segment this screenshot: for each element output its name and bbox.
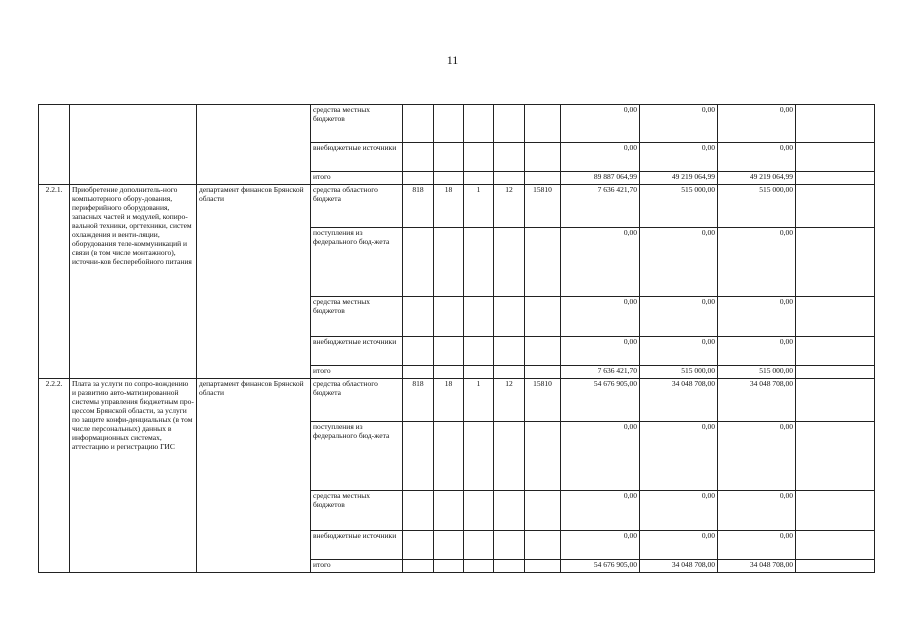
budget-code-cell xyxy=(494,143,525,172)
budget-code-cell xyxy=(464,337,494,366)
budget-code-cell xyxy=(464,297,494,337)
budget-code-cell: 12 xyxy=(494,379,525,422)
budget-code-cell xyxy=(525,531,561,560)
amount-cell: 0,00 xyxy=(561,337,640,366)
budget-code-cell xyxy=(464,105,494,143)
amount-cell: 0,00 xyxy=(718,105,796,143)
budget-code-cell xyxy=(464,228,494,297)
budget-code-cell xyxy=(464,422,494,491)
budget-code-cell xyxy=(494,228,525,297)
amount-cell: 34 048 708,00 xyxy=(718,560,796,573)
budget-code-cell xyxy=(464,531,494,560)
budget-code-cell: 18 xyxy=(434,185,464,228)
budget-code-cell xyxy=(525,491,561,531)
budget-code-cell xyxy=(464,366,494,379)
budget-code-cell xyxy=(494,297,525,337)
budget-code-cell xyxy=(434,143,464,172)
amount-cell: 0,00 xyxy=(718,337,796,366)
amount-cell: 7 636 421,70 xyxy=(561,185,640,228)
budget-code-cell xyxy=(434,105,464,143)
budget-code-cell: 818 xyxy=(403,379,434,422)
budget-code-cell xyxy=(403,337,434,366)
budget-code-cell xyxy=(434,491,464,531)
budget-code-cell xyxy=(403,560,434,573)
empty-cell xyxy=(796,366,875,379)
budget-code-cell xyxy=(525,337,561,366)
amount-cell: 0,00 xyxy=(718,228,796,297)
funding-source-cell: средства местных бюджетов xyxy=(311,297,403,337)
amount-cell: 515 000,00 xyxy=(718,366,796,379)
budget-code-cell xyxy=(525,297,561,337)
budget-code-cell xyxy=(494,531,525,560)
amount-cell: 54 676 905,00 xyxy=(561,379,640,422)
budget-code-cell: 1 xyxy=(464,185,494,228)
empty-cell xyxy=(796,228,875,297)
funding-source-cell: средства областного бюджета xyxy=(311,379,403,422)
budget-code-cell xyxy=(403,366,434,379)
budget-code-cell xyxy=(525,366,561,379)
budget-code-cell xyxy=(403,297,434,337)
budget-code-cell xyxy=(464,143,494,172)
empty-cell xyxy=(796,172,875,185)
budget-code-cell: 15810 xyxy=(525,379,561,422)
item-name-cell: Плата за услуги по сопро-вождению и развитию авто-матизированной системы управления бюджетным про-цессом Брянской области, за услуги по защите конфи-денциальных (в том числе персональных) данных в информационных системах, аттестацию и регистрацию ГИС xyxy=(70,379,197,573)
budget-code-cell xyxy=(494,422,525,491)
item-number-cell xyxy=(39,105,70,185)
budget-code-cell xyxy=(434,422,464,491)
executor-cell xyxy=(197,105,311,185)
amount-cell: 0,00 xyxy=(640,228,718,297)
amount-cell: 89 887 064,99 xyxy=(561,172,640,185)
budget-code-cell xyxy=(464,560,494,573)
executor-cell: департамент финансов Брянской области xyxy=(197,185,311,379)
amount-cell: 0,00 xyxy=(718,531,796,560)
budget-code-cell xyxy=(403,531,434,560)
executor-cell: департамент финансов Брянской области xyxy=(197,379,311,573)
budget-table xyxy=(38,104,875,573)
budget-code-cell xyxy=(525,560,561,573)
budget-code-cell xyxy=(525,172,561,185)
funding-source-cell: итого xyxy=(311,560,403,573)
budget-code-cell xyxy=(494,491,525,531)
amount-cell: 0,00 xyxy=(718,491,796,531)
budget-code-cell xyxy=(434,560,464,573)
amount-cell: 34 048 708,00 xyxy=(640,560,718,573)
budget-code-cell xyxy=(434,531,464,560)
empty-cell xyxy=(796,560,875,573)
budget-code-cell xyxy=(525,422,561,491)
item-name-cell xyxy=(70,105,197,185)
funding-source-cell: средства областного бюджета xyxy=(311,185,403,228)
empty-cell xyxy=(796,422,875,491)
amount-cell: 0,00 xyxy=(640,105,718,143)
budget-code-cell xyxy=(434,366,464,379)
budget-code-cell xyxy=(525,228,561,297)
amount-cell: 0,00 xyxy=(561,297,640,337)
budget-code-cell xyxy=(525,105,561,143)
amount-cell: 0,00 xyxy=(718,422,796,491)
amount-cell: 515 000,00 xyxy=(718,185,796,228)
table-row xyxy=(39,105,875,143)
budget-code-cell xyxy=(403,422,434,491)
empty-cell xyxy=(796,379,875,422)
budget-code-cell: 18 xyxy=(434,379,464,422)
amount-cell: 0,00 xyxy=(640,422,718,491)
amount-cell: 0,00 xyxy=(640,491,718,531)
page-number: 11 xyxy=(446,53,459,67)
budget-code-cell xyxy=(525,143,561,172)
budget-code-cell xyxy=(403,105,434,143)
funding-source-cell: поступления из федерального бюд-жета xyxy=(311,422,403,491)
table-row xyxy=(39,185,875,228)
budget-code-cell xyxy=(403,172,434,185)
amount-cell: 0,00 xyxy=(561,531,640,560)
amount-cell: 7 636 421,70 xyxy=(561,366,640,379)
empty-cell xyxy=(796,297,875,337)
amount-cell: 515 000,00 xyxy=(640,366,718,379)
budget-code-cell: 1 xyxy=(464,379,494,422)
funding-source-cell: средства местных бюджетов xyxy=(311,491,403,531)
budget-code-cell xyxy=(494,366,525,379)
empty-cell xyxy=(796,105,875,143)
amount-cell: 49 219 064,99 xyxy=(640,172,718,185)
funding-source-cell: средства местных бюджетов xyxy=(311,105,403,143)
empty-cell xyxy=(796,531,875,560)
funding-source-cell: внебюджетные источники xyxy=(311,143,403,172)
amount-cell: 0,00 xyxy=(718,297,796,337)
funding-source-cell: итого xyxy=(311,172,403,185)
item-name-cell: Приобретение дополнитель-ного компьютерного обору-дования, периферийного оборудования, запасных частей и модулей, копиро-вальной техники, оргтехники, систем охлаждения и венти-ляции, оборудования теле-коммуникаций и связи (в том числе монтажного), источни-ков бесперебойного питания xyxy=(70,185,197,379)
empty-cell xyxy=(796,143,875,172)
amount-cell: 0,00 xyxy=(561,491,640,531)
funding-source-cell: внебюджетные источники xyxy=(311,531,403,560)
amount-cell: 34 048 708,00 xyxy=(718,379,796,422)
budget-code-cell xyxy=(464,172,494,185)
empty-cell xyxy=(796,185,875,228)
item-number-cell: 2.2.2. xyxy=(39,379,70,573)
budget-code-cell xyxy=(494,337,525,366)
amount-cell: 0,00 xyxy=(640,337,718,366)
amount-cell: 515 000,00 xyxy=(640,185,718,228)
amount-cell: 0,00 xyxy=(561,143,640,172)
budget-code-cell xyxy=(434,337,464,366)
budget-code-cell xyxy=(403,491,434,531)
amount-cell: 0,00 xyxy=(561,422,640,491)
table-row xyxy=(39,379,875,422)
budget-code-cell xyxy=(434,172,464,185)
funding-source-cell: внебюджетные источники xyxy=(311,337,403,366)
funding-source-cell: итого xyxy=(311,366,403,379)
amount-cell: 54 676 905,00 xyxy=(561,560,640,573)
budget-code-cell: 12 xyxy=(494,185,525,228)
amount-cell: 34 048 708,00 xyxy=(640,379,718,422)
amount-cell: 0,00 xyxy=(640,143,718,172)
budget-code-cell xyxy=(494,105,525,143)
budget-code-cell xyxy=(494,172,525,185)
budget-code-cell: 15810 xyxy=(525,185,561,228)
amount-cell: 0,00 xyxy=(561,105,640,143)
budget-code-cell xyxy=(403,143,434,172)
budget-code-cell xyxy=(464,491,494,531)
empty-cell xyxy=(796,491,875,531)
budget-code-cell xyxy=(403,228,434,297)
amount-cell: 0,00 xyxy=(640,531,718,560)
budget-code-cell: 818 xyxy=(403,185,434,228)
amount-cell: 49 219 064,99 xyxy=(718,172,796,185)
budget-code-cell xyxy=(434,297,464,337)
funding-source-cell: поступления из федерального бюд-жета xyxy=(311,228,403,297)
amount-cell: 0,00 xyxy=(561,228,640,297)
budget-code-cell xyxy=(494,560,525,573)
empty-cell xyxy=(796,337,875,366)
item-number-cell: 2.2.1. xyxy=(39,185,70,379)
budget-code-cell xyxy=(434,228,464,297)
amount-cell: 0,00 xyxy=(640,297,718,337)
amount-cell: 0,00 xyxy=(718,143,796,172)
